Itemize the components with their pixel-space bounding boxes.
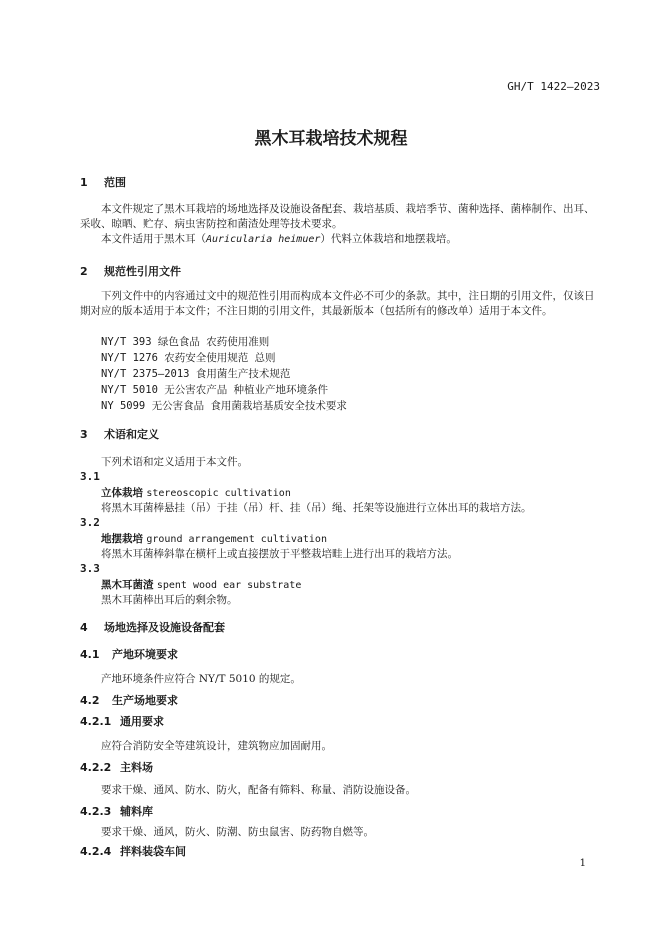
paragraph: 要求干燥、通风、防水、防火，配备有筛料、称量、消防设施设备。 — [101, 784, 416, 796]
section-title: 规范性引用文件 — [104, 265, 181, 278]
section-heading — [80, 619, 225, 635]
subsection-heading: 4.1 产地环境要求 — [80, 648, 178, 661]
section-number: 2 — [80, 265, 88, 278]
paragraph: 本文件适用于黑木耳（Auricularia heimuer）代料立体栽培和地摆栽培。 — [101, 233, 457, 245]
term-heading: 地摆栽培 ground arrangement cultivation — [101, 533, 327, 545]
section-number: 3 — [80, 428, 88, 441]
subsection-heading: 4.2.3 辅料库 — [80, 805, 153, 818]
paragraph: 要求干燥、通风，防火、防潮、防虫鼠害、防药物自燃等。 — [101, 826, 374, 838]
reference-item: NY/T 393 绿色食品 农药使用准则 — [101, 336, 270, 348]
latin-name: Auricularia heimuer — [206, 234, 321, 245]
term-definition: 将黑木耳菌棒悬挂（吊）于挂（吊）杆、挂（吊）绳、托架等设施进行立体出耳的栽培方法。 — [101, 502, 532, 514]
page-number: 1 — [579, 858, 586, 869]
section-heading — [80, 263, 181, 279]
paragraph: 应符合消防安全等建筑设计，建筑物应加固耐用。 — [101, 740, 332, 752]
paragraph: 下列文件中的内容通过文中的规范性引用而构成本文件必不可少的条款。其中，注日期的引用文件，仅该日期对应的版本适用于本文件；不注日期的引用文件，其最新版本（包括所有的修改单）适用于本文件。 — [80, 290, 595, 317]
reference-item: NY 5099 无公害食品 食用菌栽培基质安全技术要求 — [101, 400, 347, 412]
subsection-heading: 4.2.4 拌料装袋车间 — [80, 845, 186, 858]
section-title: 场地选择及设施设备配套 — [104, 621, 225, 634]
reference-item: NY/T 1276 农药安全使用规范 总则 — [101, 352, 276, 364]
section-title: 术语和定义 — [104, 428, 159, 441]
standard-number: GH/T 1422—2023 — [507, 80, 600, 93]
reference-item: NY/T 2375—2013 食用菌生产技术规范 — [101, 368, 291, 380]
term-heading: 黑木耳菌渣 spent wood ear substrate — [101, 579, 302, 591]
subsection-heading: 4.2.1 通用要求 — [80, 715, 164, 728]
term-heading: 立体栽培 stereoscopic cultivation — [101, 487, 291, 499]
subsection-heading: 4.2 生产场地要求 — [80, 694, 178, 707]
section-number: 4 — [80, 621, 88, 634]
reference-item: NY/T 5010 无公害农产品 种植业产地环境条件 — [101, 384, 329, 396]
term-definition: 将黑木耳菌棒斜靠在横杆上或直接摆放于平整栽培畦上进行出耳的栽培方法。 — [101, 548, 458, 560]
term-number: 3.1 — [80, 470, 100, 483]
section-title: 范围 — [104, 176, 126, 189]
section-heading — [80, 174, 126, 190]
paragraph: 下列术语和定义适用于本文件。 — [101, 456, 248, 468]
term-definition: 黑木耳菌棒出耳后的剩余物。 — [101, 594, 238, 606]
subsection-heading: 4.2.2 主料场 — [80, 761, 153, 774]
term-number: 3.2 — [80, 516, 100, 529]
paragraph: 本文件规定了黑木耳栽培的场地选择及设施设备配套、栽培基质、栽培季节、菌种选择、菌棒制作、出耳、采收、晾晒、贮存、病虫害防控和菌渣处理等技术要求。 — [80, 203, 595, 230]
term-number: 3.3 — [80, 562, 100, 575]
section-number: 1 — [80, 176, 88, 189]
paragraph: 产地环境条件应符合 NY/T 5010 的规定。 — [101, 673, 301, 685]
section-heading — [80, 426, 159, 442]
document-title: 黑木耳栽培技术规程 — [254, 129, 408, 149]
